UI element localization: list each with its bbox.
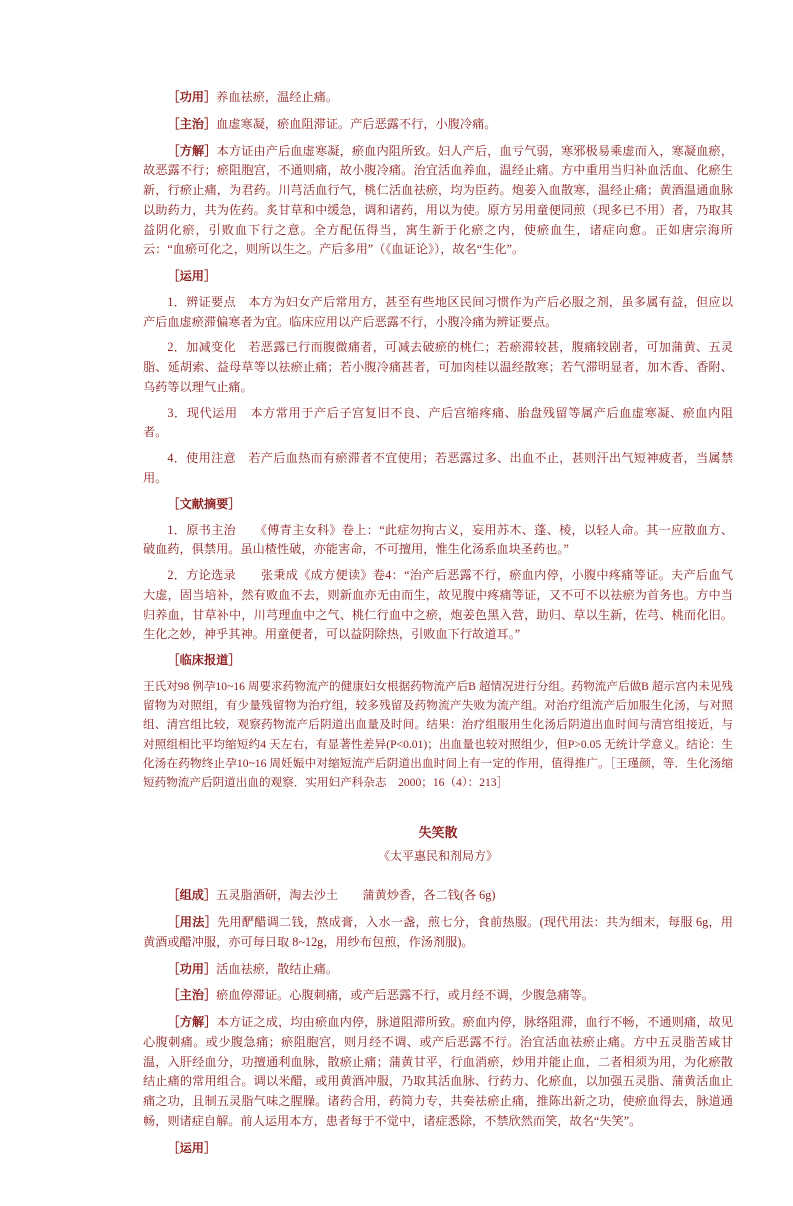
yunyong-item-4: [143, 449, 733, 489]
wenxian-item-1-num: 1．: [167, 522, 187, 537]
formula-title: 失笑散: [418, 825, 458, 841]
paragraph-label-fangjie-2: ［方解］: [167, 1015, 217, 1030]
yunyong-item-1: [143, 293, 733, 333]
paragraph-zhuzhi: [143, 115, 733, 135]
paragraph-text-gongyong-2: 活血祛瘀，散结止痛。: [216, 961, 339, 976]
wenxian-item-1-text: 《傅青主女科》卷上：“此症勿拘古义，妄用苏木、蓬、棱，以轻人命。其一应散血方、破血药，俱禁用。虽山楂性破，亦能害命，不可擅用，惟生化汤系血块圣药也。”: [143, 522, 734, 557]
paragraph-text-zhuzhi-2: 瘀血停滞证。心腹刺痛，或产后恶露不行，或月经不调，少腹急痛等。: [216, 988, 594, 1003]
heading-linchuang-baodao: ［临床报道］: [167, 653, 241, 668]
yunyong-item-4-num: 4．: [167, 451, 187, 466]
section-shenghua-continued: [143, 88, 733, 260]
section-shixiao-san: [143, 822, 733, 1158]
yunyong-item-4-title: 使用注意: [186, 451, 236, 466]
yunyong-item-3-text: 本方常用于产后子宫复旧不良、产后宫缩疼痛、胎盘残留等属产后血虚寒凝、瘀血内阻者。: [143, 405, 734, 440]
wenxian-item-1: [143, 521, 733, 561]
yunyong-item-1-title: 辨证要点: [186, 294, 236, 309]
paragraph-yunyong-2: [143, 1139, 733, 1159]
heading-wenxian-zhaiyao: ［文献摘要］: [167, 496, 241, 511]
paragraph-text-fangjie-2: 本方证之成，均由瘀血内停，脉道阻滞所致。瘀血内停，脉络阻滞，血行不畅，不通则痛，故见心腹刺痛。或少腹急痛；瘀阻胞宫，则月经不调、或产后恶露不行。治宜活血祛瘀止痛。方中五灵脂苦咸甘温，入肝经血分，功擅通利血脉，散瘀止痛；蒲黄甘平，行血消瘀，炒用并能止血，二者相须为用，为化瘀散结止痛的常用组合。调以米醋，或用黄酒冲服，乃取其活血脉、行药力、化瘀血，以加强五灵脂、蒲黄活血止痛之功，且制五灵脂气味之腥臊。诸药合用，药简力专，共奏祛瘀止痛，推陈出新之功，使瘀血得去，脉道通畅，则诸症自解。前人运用本方，患者每于不觉中，诸症悉除，不禁欣然而笑，故名“失笑”。: [143, 1015, 734, 1128]
paragraph-label-zucheng: ［组成］: [167, 888, 217, 903]
paragraph-fangjie: [143, 142, 733, 261]
paragraph-label-zhuzhi-2: ［主治］: [167, 988, 217, 1003]
yunyong-item-1-text: 本方为妇女产后常用方，甚至有些地区民间习惯作为产后必服之剂，虽多属有益，但应以产后血虚瘀滞偏寒者为宜。临床应用以产后恶露不行，小腹冷痛为辨证要点。: [143, 294, 734, 329]
yunyong-item-4-text: 若产后血热而有瘀滞者不宜使用；若恶露过多、出血不止，甚则汗出气短神疲者，当属禁用。: [143, 451, 734, 486]
wenxian-item-2-title: 方论选录: [186, 568, 236, 583]
paragraph-yongfa: [143, 913, 733, 953]
yunyong-item-3: [143, 404, 733, 444]
paragraph-gongyong-2: [143, 960, 733, 980]
section-yunyong: [143, 267, 733, 489]
paragraph-zucheng: [143, 886, 733, 906]
yunyong-item-2-title: 加减变化: [186, 340, 236, 355]
paragraph-label-zhuzhi: ［主治］: [167, 116, 217, 131]
paragraph-label-yongfa: ［用法］: [167, 915, 218, 930]
wenxian-item-2-num: 2．: [167, 568, 187, 583]
yunyong-item-3-num: 3．: [167, 405, 187, 420]
paragraph-gongyong: [143, 88, 733, 108]
wenxian-item-1-title: 原书主治: [186, 522, 236, 537]
paragraph-label-gongyong-2: ［功用］: [167, 961, 217, 976]
paragraph-text-zhuzhi: 血虚寒凝，瘀血阻滞证。产后恶露不行，小腹冷痛。: [216, 116, 497, 131]
section-linchuang-baodao: [143, 651, 733, 792]
formula-source: 《太平惠民和剂局方》: [377, 849, 498, 864]
linchuang-baodao-body: 王氏对98 例孕10~16 周要求药物流产的健康妇女根据药物流产后B 超情况进行分组。药物流产后做B 超示宫内未见残留物为对照组，有少量残留物为治疗组，较多残留及药物流产失败为流产组。对治疗组流产后加服生化汤，与对照组、清宫组比较，观察药物流产后阴道出血量及时间。结果：治疗组服用生化汤后阴道出血时间与清宫组接近，与对照组相比平均缩短约4 天左右，有显著性差异(P<0.01)；出血量也较对照组少，但P>0.05 无统计学意义。结论：生化汤在药物终止孕10~16 周妊娠中对缩短流产后阴道出血时间上有一定的作用，值得推广。［王瑾颜，等．生化汤缩短药物流产后阴道出血的观察．实用妇产科杂志 2000；16（4）：213］: [143, 679, 733, 790]
paragraph-label-yunyong-2: ［运用］: [167, 1140, 217, 1155]
paragraph-label-gongyong: ［功用］: [167, 90, 217, 104]
paragraph-label-fangjie: ［方解］: [167, 143, 217, 158]
paragraph-text-gongyong: 养血祛瘀，温经止痛。: [216, 90, 339, 104]
yunyong-item-3-title: 现代运用: [186, 405, 238, 420]
heading-yunyong: ［运用］: [167, 269, 217, 284]
paragraph-text-fangjie: 本方证由产后血虚寒凝，瘀血内阻所致。妇人产后，血亏气弱，寒邪极易乘虚而入，寒凝血瘀，故恶露不行；瘀阻胞宫，不通则痛，故小腹冷痛。治宜活血养血，温经止痛。方中重用当归补血活血、化瘀生新，行瘀止痛，为君药。川芎活血行气，桃仁活血祛瘀，均为臣药。炮姜入血散寒，温经止痛；黄酒温通血脉以助药力，共为佐药。炙甘草和中缓急，调和诸药，用以为使。原方另用童便同煎（现多已不用）者，乃取其益阴化瘀，引败血下行之意。全方配伍得当，寓生新于化瘀之内，使瘀血生，诸症向愈。正如唐宗海所云：“血瘀可化之，则所以生之。产后多用”（《血证论》），故名“生化”。: [143, 143, 734, 257]
section-wenxian-zhaiyao: [143, 495, 733, 645]
wenxian-item-2-text: 张秉成《成方便读》卷4：“治产后恶露不行，瘀血内停，小腹中疼痛等证。夫产后血气大虚，固当培补，然有败血不去，则新血亦无由而生，故见腹中疼痛等证，又不可不以祛瘀为首务也。方中当归养血，甘草补中，川芎理血中之气、桃仁行血中之瘀，炮姜色黑入营，助归、草以生新，佐芎、桃而化旧。生化之妙，神乎其神。用童便者，可以益阴除热，引败血下行故道耳。”: [143, 568, 734, 642]
paragraph-text-zucheng: 五灵脂酒研，淘去沙土 蒲黄炒香，各二钱(各 6g): [216, 888, 496, 903]
paragraph-text-yongfa: 先用酽醋调二钱，熬成膏，入水一盏，煎七分，食前热服。(现代用法：共为细末，每服 6g，用黄酒或醋冲服，亦可每日取 8~12g，用纱布包煎，作汤剂服)。: [143, 915, 733, 949]
yunyong-item-2-num: 2．: [167, 340, 187, 355]
yunyong-item-2: [143, 338, 733, 397]
wenxian-item-2: [143, 566, 733, 645]
yunyong-item-2-text: 若恶露已行而腹微痛者，可减去破瘀的桃仁；若瘀滞较甚，腹痛较剧者，可加蒲黄、五灵脂、延胡索、益母草等以祛瘀止痛；若小腹冷痛甚者，可加肉桂以温经散寒；若气滞明显者，加木香、香附、乌药等以理气止痛。: [143, 340, 734, 394]
paragraph-zhuzhi-2: [143, 986, 733, 1006]
paragraph-fangjie-2: [143, 1013, 733, 1132]
yunyong-item-1-num: 1．: [167, 294, 187, 309]
